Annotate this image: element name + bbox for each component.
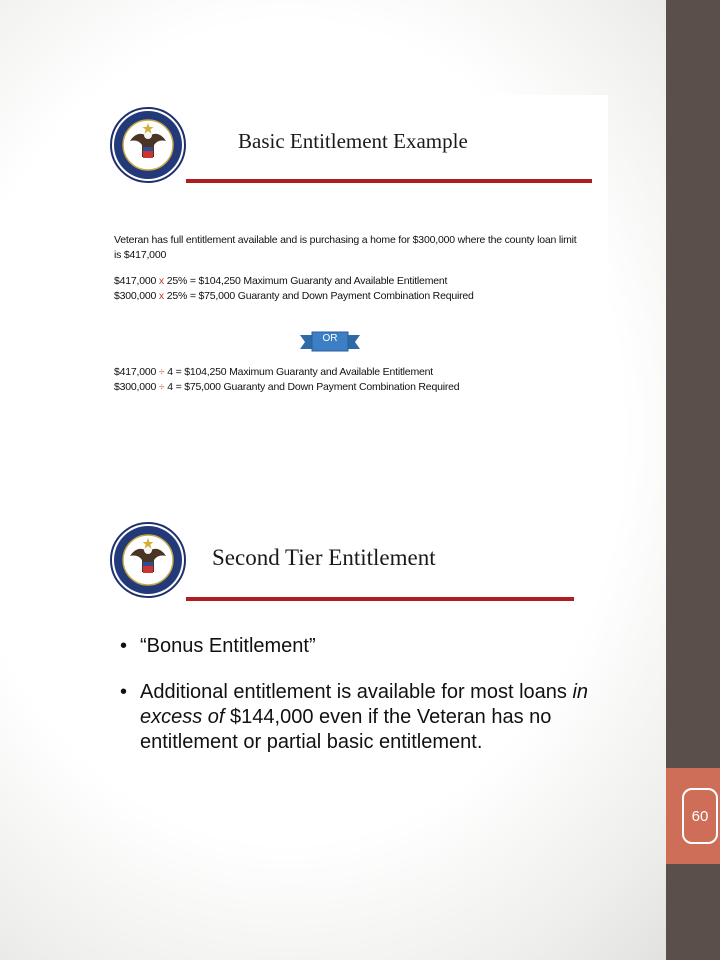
or-label: OR (322, 333, 338, 344)
calc-mult-line-1 (114, 274, 584, 289)
slide-basic-entitlement (100, 95, 608, 435)
slide2-red-rule (186, 597, 574, 601)
slide1-red-rule (186, 179, 592, 183)
slide1-body (114, 233, 584, 395)
calc-operator: ÷ (158, 366, 165, 378)
slide2-bullet-list (120, 634, 590, 776)
calc-result: 25% = $104,250 Maximum Guaranty and Available Entitlement (166, 275, 448, 287)
calc-result: 4 = $104,250 Maximum Guaranty and Available Entitlement (167, 366, 433, 378)
list-item (120, 634, 590, 659)
calc-result: 25% = $75,000 Guaranty and Down Payment Combination Required (166, 290, 474, 302)
calc-operator: x (158, 290, 164, 302)
calc-operator: x (158, 275, 164, 287)
list-item (120, 680, 590, 755)
calc-mult-line-2 (114, 289, 584, 304)
calc-amount: $300,000 (114, 290, 157, 302)
calc-amount: $417,000 (114, 275, 157, 287)
slide1-title: Basic Entitlement Example (238, 129, 468, 153)
page-number-frame (682, 788, 718, 844)
calc-div-line-1 (114, 365, 584, 380)
calc-result: 4 = $75,000 Guaranty and Down Payment Combination Required (167, 381, 460, 393)
bullet-text: $144,000 even if the Veteran has no entitlement or partial basic entitlement. (140, 706, 552, 753)
va-seal-icon (110, 107, 186, 183)
calc-div-line-2 (114, 380, 584, 395)
calc-amount: $417,000 (114, 366, 157, 378)
calc-amount: $300,000 (114, 381, 157, 393)
page-number: 60 (691, 807, 709, 825)
bullet-text: Additional entitlement is available for most loans (140, 681, 573, 703)
bullet-dot: • (120, 635, 128, 657)
bullet-text: “Bonus Entitlement” (140, 635, 316, 657)
slide1-intro: Veteran has full entitlement available and is purchasing a home for $300,000 where the county loan limit is $417,000 (114, 234, 577, 261)
va-seal-icon (110, 522, 186, 598)
bullet-dot: • (120, 681, 128, 703)
bullet-emphasis: in excess of (140, 681, 589, 728)
calc-operator: ÷ (158, 381, 165, 393)
slide2-title: Second Tier Entitlement (212, 545, 436, 570)
